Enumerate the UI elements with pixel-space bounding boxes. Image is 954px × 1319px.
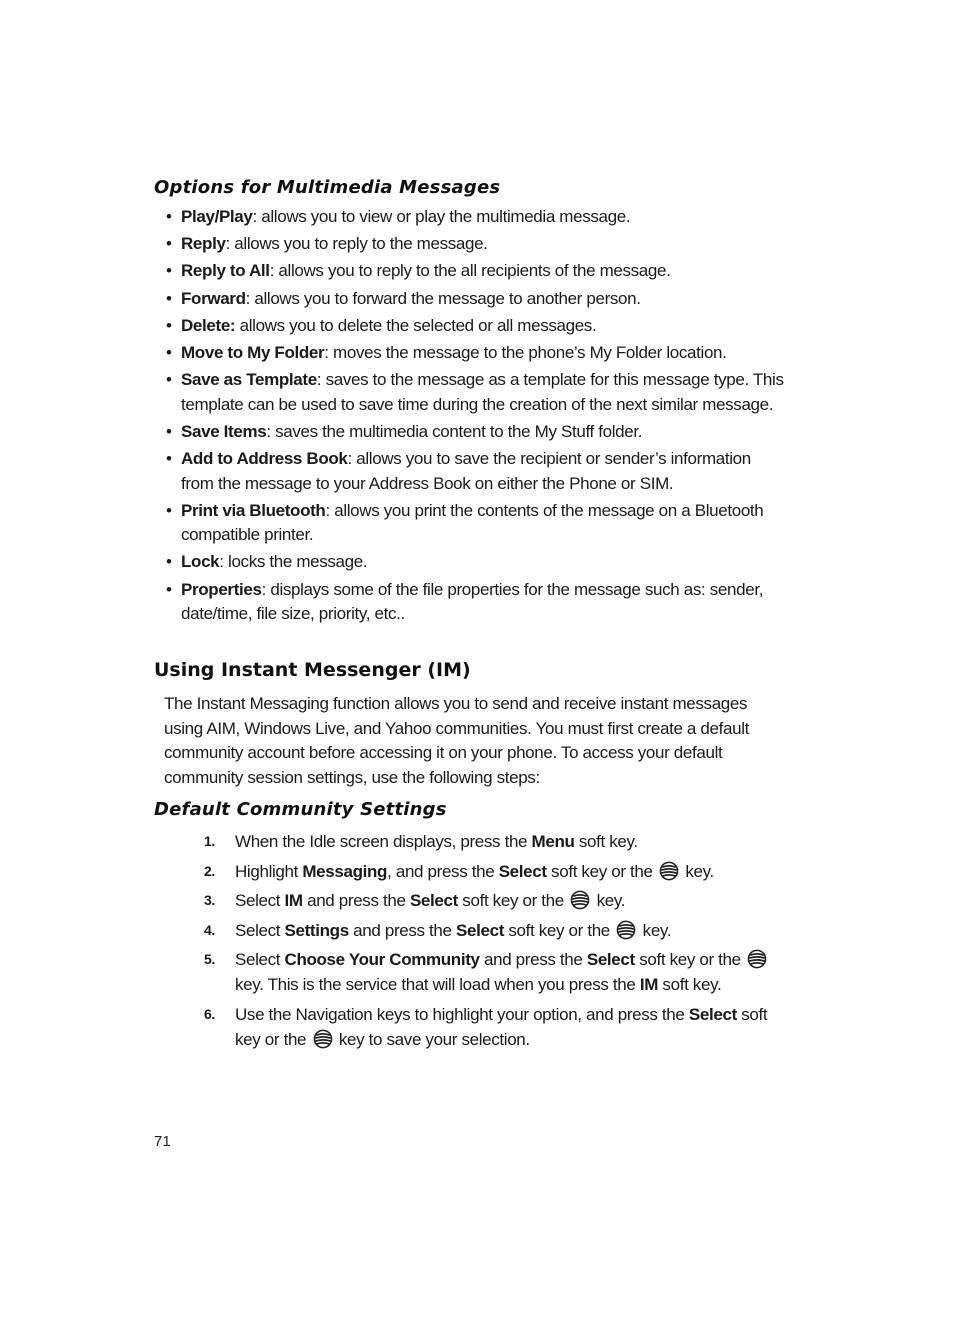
list-item: • Save Items: saves the multimedia content to the My Stuff folder. — [166, 421, 643, 441]
list-item: 5. Select Choose Your Community and press the Select soft key or the key. This is the service that will load when you press the IM soft key. — [204, 947, 784, 997]
list-item: 3. Select IM and press the Select soft key or the key. — [204, 891, 626, 911]
list-item: • Play/Play: allows you to view or play the multimedia message. — [166, 207, 631, 226]
att-globe-icon — [747, 949, 767, 969]
att-globe-icon — [570, 890, 590, 910]
list-item: 1. When the Idle screen displays, press the Menu soft key. — [204, 832, 638, 851]
list-item: • Delete: allows you to delete the selected or all messages. — [166, 315, 597, 335]
list-item: 4. Select Settings and press the Select soft key or the key. — [204, 920, 672, 940]
list-item: 2. Highlight Messaging, and press the Select soft key or the key. — [204, 861, 714, 881]
list-item: • Print via Bluetooth: allows you print the contents of the message on a Bluetooth compatible printer. — [166, 500, 764, 545]
list-item: • Save as Template: saves to the message as a template for this message type. This template can be used to save time during the creation of the next similar message. — [166, 370, 784, 414]
att-globe-icon — [313, 1029, 333, 1049]
list-item: • Reply to All: allows you to reply to the all recipients of the message. — [166, 261, 671, 281]
options-heading: Options for Multimedia Messages — [154, 177, 501, 198]
list-item: • Lock: locks the message. — [166, 552, 368, 572]
steps-list — [204, 829, 784, 1057]
page-number: 71 — [154, 1133, 171, 1150]
list-item: • Reply: allows you to reply to the message. — [166, 234, 488, 254]
options-list — [166, 205, 786, 629]
list-item: • Forward: allows you to forward the message to another person. — [166, 288, 641, 308]
default-community-heading: Default Community Settings — [154, 799, 447, 820]
list-item: • Properties: displays some of the file properties for the message such as: sender, date/time, file size, priority, etc.. — [166, 579, 764, 624]
list-item: • Move to My Folder: moves the message to the phone’s My Folder location. — [166, 342, 727, 362]
im-heading: Using Instant Messenger (IM) — [154, 659, 471, 681]
im-paragraph: The Instant Messaging function allows you to send and receive instant messages using AIM, Windows Live, and Yahoo communities. You must first create a default community account before accessing it on your phone. To access your default community session settings, use the following steps: — [164, 694, 749, 787]
list-item: 6. Use the Navigation keys to highlight your option, and press the Select soft key or the key to save your selection. — [204, 1004, 768, 1049]
list-item: • Add to Address Book: allows you to save the recipient or sender’s information from the message to your Address Book on either the Phone or SIM. — [166, 449, 751, 493]
att-globe-icon — [616, 920, 636, 940]
att-globe-icon — [659, 861, 679, 881]
